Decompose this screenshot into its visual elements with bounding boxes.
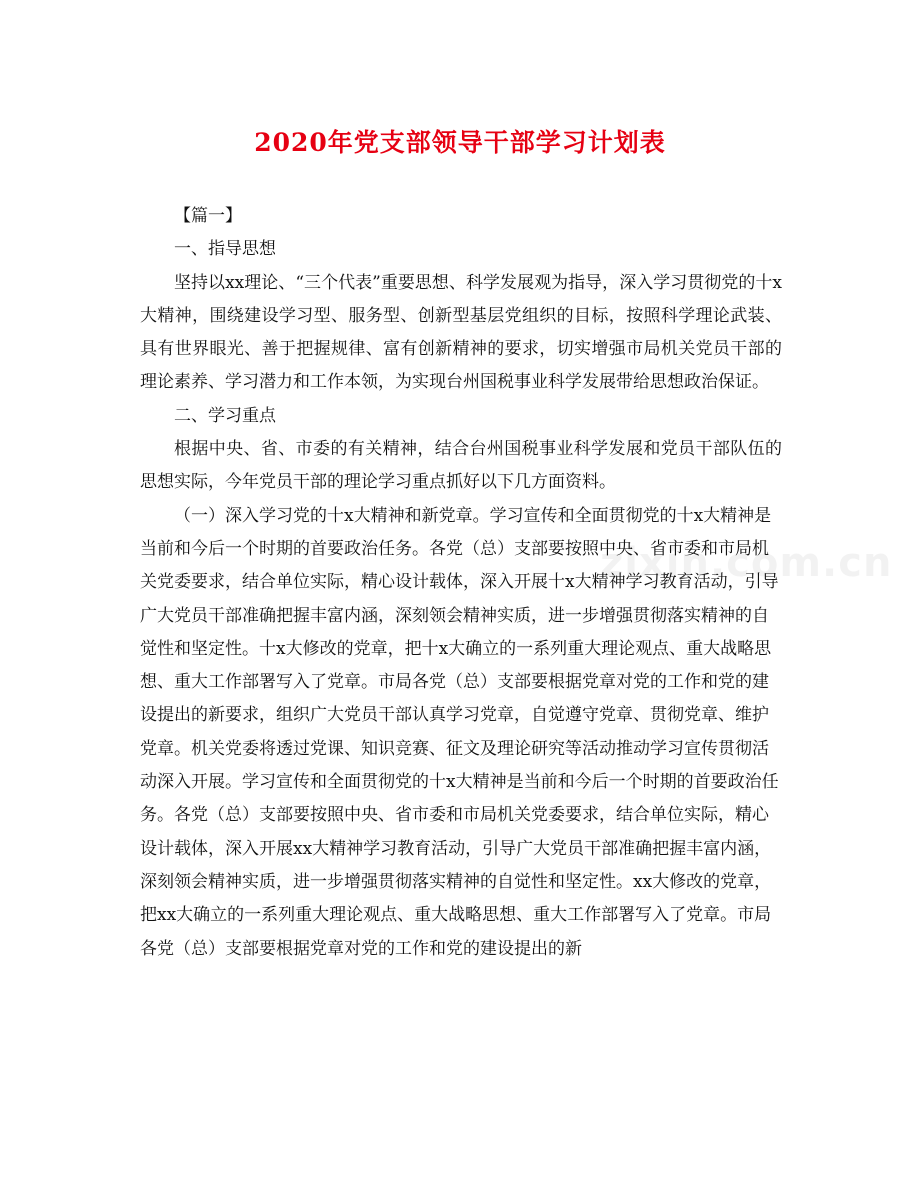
heading-study-focus: 二、学习重点 [174, 405, 276, 426]
paragraph-item-one: （一）深入学习党的十x大精神和新党章。学习宣传和全面贯彻党的十x大精神是当前和今后一个时期的首要政治任务。各党（总）支部要按照中央、省市委和市局机关党委要求，结合单位实际，精心设计载体，深入开展十x大精神学习教育活动，引导广大党员干部准确把握丰富内涵，深刻领会精神实质，进一步增强贯彻落实精神的自觉性和坚定性。十x大修改的党章，把十x大确立的一系列重大理论观点、重大战略思想、重大工作部署写入了党章。市局各党（总）支部要根据党章对党的工作和党的建设提出的新要求，组织广大党员干部认真学习党章，自觉遵守党章、贯彻党章、维护党章。机关党委将透过党课、知识竞赛、征文及理论研究等活动推动学习宣传贯彻活动深入开展。学习宣传和全面贯彻党的十x大精神是当前和今后一个时期的首要政治任务。各党（总）支部要按照中央、省市委和市局机关党委要求，结合单位实际，精心设计载体，深入开展xx大精神学习教育活动，引导广大党员干部准确把握丰富内涵，深刻领会精神实质，进一步增强贯彻落实精神的自觉性和坚定性。xx大修改的党章，把xx大确立的一系列重大理论观点、重大战略思想、重大工作部署写入了党章。市局各党（总）支部要根据党章对党的工作和党的建设提出的新 [140, 505, 779, 959]
paragraph-study-focus-intro: 根据中央、省、市委的有关精神，结合台州国税事业科学发展和党员干部队伍的思想实际，今年党员干部的理论学习重点抓好以下几方面资料。 [140, 439, 782, 493]
watermark: zixin.com.cn [600, 540, 893, 586]
paragraph-guiding-thought: 坚持以xx理论、“三个代表”重要思想、科学发展观为指导，深入学习贯彻党的十x大精神，围绕建设学习型、服务型、创新型基层党组织的目标，按照科学理论武装、具有世界眼光、善于把握规律、富有创新精神的要求，切实增强市局机关党员干部的理论素养、学习潜力和工作本领，为实现台州国税事业科学发展带给思想政治保证。 [140, 272, 782, 393]
section-label: 【篇一】 [174, 206, 242, 226]
document-body [140, 200, 782, 966]
document-title: 2020年党支部领导干部学习计划表 [254, 128, 666, 157]
heading-guiding-thought: 一、指导思想 [174, 239, 276, 260]
